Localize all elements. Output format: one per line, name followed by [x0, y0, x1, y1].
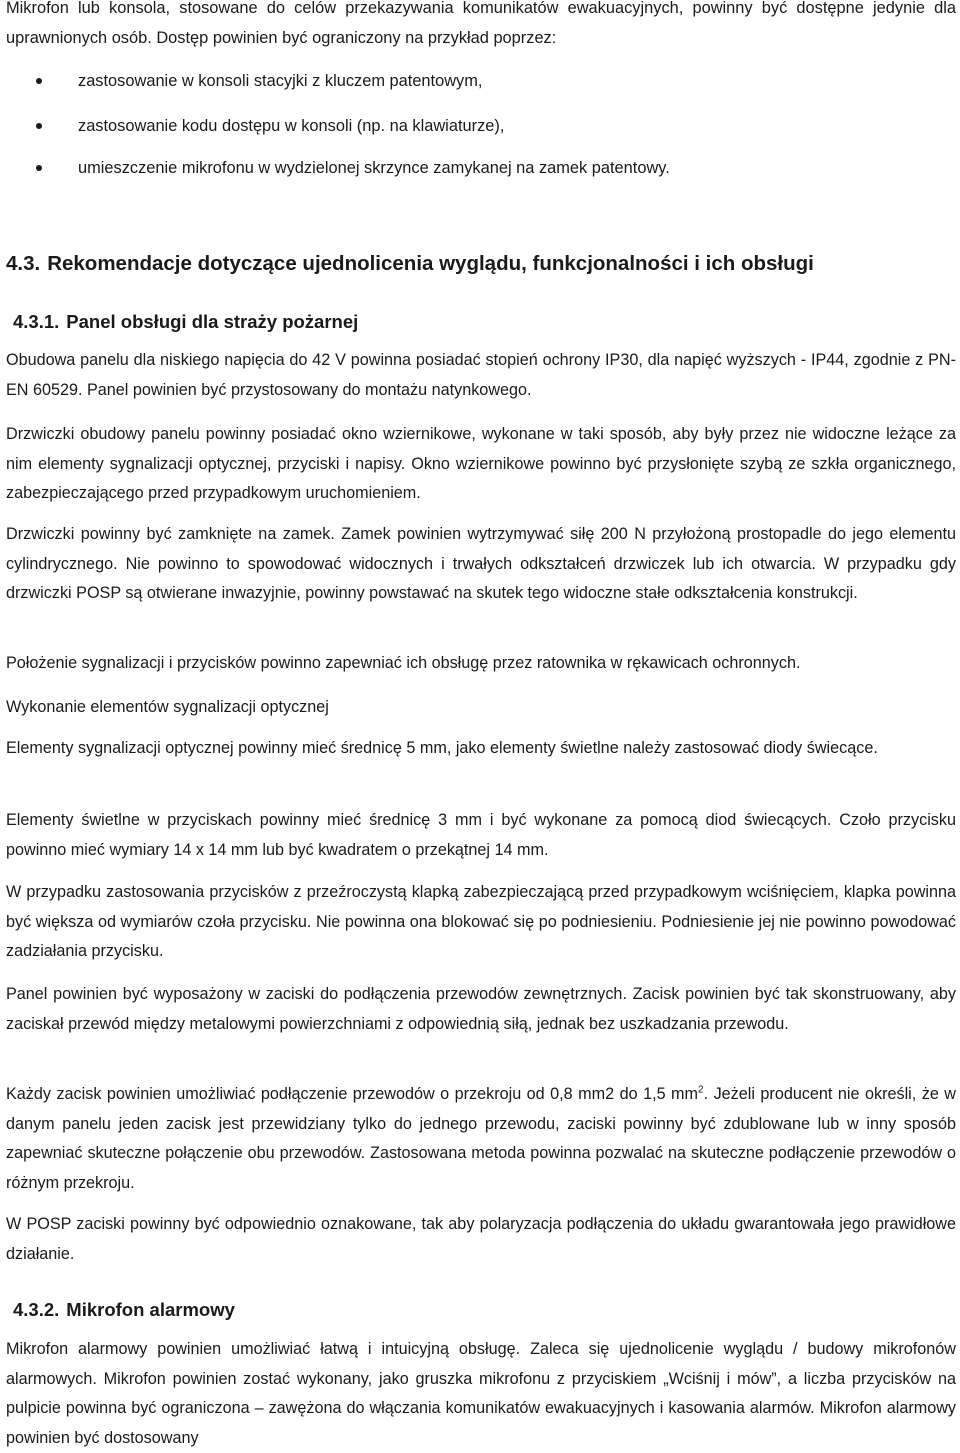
bullet-text: zastosowanie w konsoli stacyjki z kluczem patentowym, — [78, 72, 483, 90]
paragraph: Elementy sygnalizacji optycznej powinny mieć średnicę 5 mm, jako elementy świetlne należy zastosować diody świecące. — [6, 739, 878, 757]
paragraph: Mikrofon alarmowy powinien umożliwiać łatwą i intuicyjną obsługę. Zaleca się ujednolicenie wyglądu / budowy mikrofonów alarmowych. Mikrofon powinien zostać wykonany, jako gruszka mikrofonu z przyciskiem „Wciśnij i mów”, a liczba przycisków na pulpicie powinna być ograniczona – zawężona do włączania komunikatów ewakuacyjnych i kasowania alarmów. Mikrofon alarmowy powinien być dostosowany — [6, 1340, 956, 1447]
bullet-icon — [36, 165, 42, 171]
paragraph: Drzwiczki powinny być zamknięte na zamek. Zamek powinien wytrzymywać siłę 200 N przyłożoną prostopadle do jego elementu cylindrycznego. Nie powinno to spowodować widocznych i trwałych odkształceń drzwiczek lub ich otwarcia. W przypadku gdy drzwiczki POSP są otwierane inwazyjnie, powinny powstawać na skutek tego widoczne stałe odkształcenia konstrukcji. — [6, 525, 956, 602]
superscript: 2 — [698, 1084, 704, 1096]
section-title: Panel obsługi dla straży pożarnej — [66, 311, 359, 332]
paragraph-text: . Jeżeli producent nie określi, że w danym panelu jeden zacisk jest przewidziany tylko do jednego przewodu, zaciski powinny być zdublowane lub w inny sposób zapewniać skuteczne połączenie obu przewodów. Zastosowana metoda powinna pozwalać na skuteczne podłączenie przewodów o różnym przekroju. — [6, 1085, 956, 1192]
paragraph: Elementy świetlne w przyciskach powinny mieć średnicę 3 mm i być wykonane za pomocą diod świecących. Czoło przycisku powinno mieć wymiary 14 x 14 mm lub być kwadratem o przekątnej 14 mm. — [6, 811, 956, 859]
bullet-icon — [36, 123, 42, 129]
section-title: Rekomendacje dotyczące ujednolicenia wyglądu, funkcjonalności i ich obsługi — [47, 252, 814, 275]
section-heading-4-3 — [6, 251, 814, 277]
paragraph: Wykonanie elementów sygnalizacji optycznej — [6, 698, 329, 716]
paragraph: Obudowa panelu dla niskiego napięcia do 42 V powinna posiadać stopień ochrony IP30, dla napięć wyższych - IP44, zgodnie z PN-EN 60529. Panel powinien być przystosowany do montażu natynkowego. — [6, 351, 956, 399]
bullet-text: umieszczenie mikrofonu w wydzielonej skrzynce zamykanej na zamek patentowy. — [78, 159, 670, 177]
bullet-text: zastosowanie kodu dostępu w konsoli (np. na klawiaturze), — [78, 117, 505, 135]
section-heading-4-3-2 — [13, 1298, 235, 1322]
paragraph: W przypadku zastosowania przycisków z przeźroczystą klapką zabezpieczającą przed przypadkowym wciśnięciem, klapka powinna być większa od wymiarów czoła przycisku. Nie powinna ona blokować się po podniesieniu. Podniesienie jej nie powinno powodować zadziałania przycisku. — [6, 883, 956, 960]
intro-paragraph: Mikrofon lub konsola, stosowane do celów przekazywania komunikatów ewakuacyjnych, powinny być dostępne jedynie dla uprawnionych osób. Dostęp powinien być ograniczony na przykład poprzez: — [6, 0, 956, 47]
bullet-icon — [36, 78, 42, 84]
section-heading-4-3-1 — [13, 310, 358, 334]
paragraph-cable-cross-section — [6, 1080, 956, 1198]
section-title: Mikrofon alarmowy — [66, 1299, 235, 1320]
section-number: 4.3. — [6, 252, 41, 275]
section-number: 4.3.2. — [13, 1299, 60, 1320]
paragraph: Drzwiczki obudowy panelu powinny posiadać okno wziernikowe, wykonane w taki sposób, aby były przez nie widoczne leżące za nim elementy sygnalizacji optycznej, przyciski i napisy. Okno wziernikowe powinno być przysłonięte szybą ze szkła organicznego, zabezpieczającego przed przypadkowym uruchomieniem. — [6, 425, 956, 502]
paragraph: W POSP zaciski powinny być odpowiednio oznakowane, tak aby polaryzacja podłączenia do układu gwarantowała jego prawidłowe działanie. — [6, 1215, 956, 1263]
paragraph-text: Każdy zacisk powinien umożliwiać podłączenie przewodów o przekroju od 0,8 mm2 do 1,5 mm — [6, 1085, 699, 1103]
paragraph: Położenie sygnalizacji i przycisków powinno zapewniać ich obsługę przez ratownika w rękawicach ochronnych. — [6, 654, 801, 672]
paragraph: Panel powinien być wyposażony w zaciski do podłączenia przewodów zewnętrznych. Zacisk powinien być tak skonstruowany, aby zaciskał przewód między metalowymi powierzchniami z odpowiednią siłą, jednak bez uszkadzania przewodu. — [6, 985, 956, 1033]
section-number: 4.3.1. — [13, 311, 60, 332]
